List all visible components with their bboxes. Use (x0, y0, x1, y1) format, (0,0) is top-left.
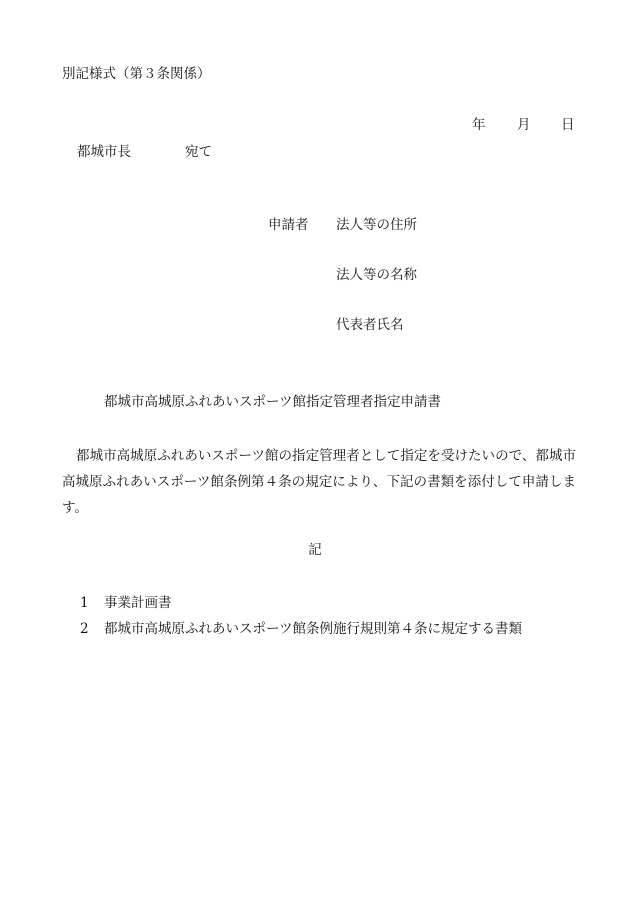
list-item-number: 1 (80, 595, 89, 611)
form-label: 別記様式（第３条関係） (62, 66, 211, 82)
date-year: 年 (472, 117, 486, 133)
list-item-text: 都城市高城原ふれあいスポーツ館条例施行規則第４条に規定する書類 (104, 621, 522, 637)
list-item (80, 597, 172, 611)
applicant-name-label: 法人等の名称 (336, 267, 417, 283)
applicant-address-label: 法人等の住所 (336, 217, 417, 233)
addressee-name: 都城市長 (77, 144, 131, 160)
addressee (77, 146, 212, 160)
date-line (472, 119, 575, 133)
list-item-text: 事業計画書 (104, 595, 172, 611)
ki-heading: 記 (308, 542, 322, 558)
date-month: 月 (517, 117, 531, 133)
representative-name-label: 代表者氏名 (336, 317, 404, 333)
date-day: 日 (561, 117, 575, 133)
document-title: 都城市高城原ふれあいスポーツ館指定管理者指定申請書 (104, 394, 441, 410)
list-item (80, 623, 522, 637)
body-text: 都城市高城原ふれあいスポーツ館の指定管理者として指定を受けたいので、都城市高城原ふれあいスポーツ館条例第４条の規定により、下記の書類を添付して申請します。 (62, 448, 576, 516)
body-paragraph (62, 443, 576, 521)
applicant-label: 申請者 (268, 217, 309, 233)
addressee-suffix: 宛て (185, 144, 212, 160)
list-item-number: 2 (80, 621, 89, 637)
